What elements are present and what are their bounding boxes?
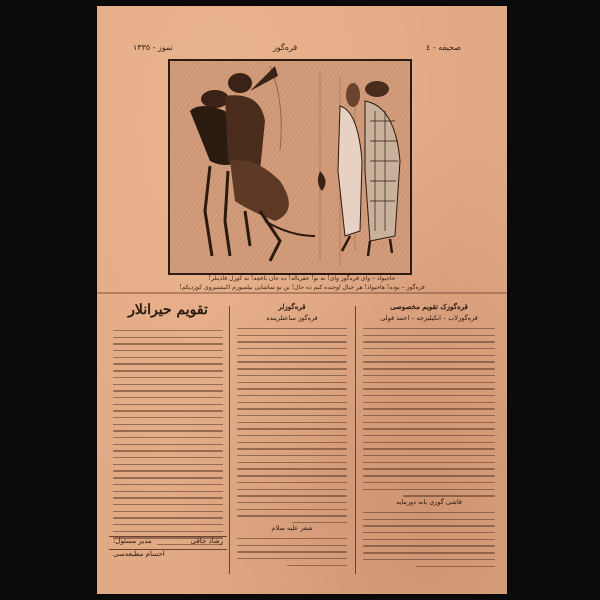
column-divider (355, 306, 356, 574)
editor-label: مدیر مسئول: (113, 537, 152, 545)
middle-column-subheading: شعر علیه سلام (271, 524, 313, 532)
page-number: صحيفه - ٤ (426, 43, 461, 52)
press-name: احسام مطبعه‌سی (113, 550, 165, 558)
editor-name: رشاد جاقی (190, 537, 223, 545)
right-column-subheading: قاشی گوزی بابه دورمایه (396, 498, 462, 506)
right-column (359, 302, 499, 577)
right-column-title: قره‌گوزک تقویم مخصوصی (390, 302, 468, 311)
right-column-subtitle: قره‌گوزلاب – انکیلیزجه – احمد قولی (380, 314, 478, 322)
fold-line (97, 292, 507, 294)
middle-column (233, 302, 351, 577)
middle-column-subtitle: قره‌گوز ساعتلرینده (266, 314, 318, 322)
newspaper-page (97, 6, 507, 594)
cartoon-caption-line-2: قره‌گوز – بوده! هاجیواد! هر خیال اوجنده کیم ده حال! بن بو تماشایی بیلمیورم اکیشتیروی کوزدیکم! (179, 284, 425, 291)
imprint-block (109, 536, 227, 562)
cartoon-caption-line-1: حاجیواد – وای قره‌گوز وای! نه بو! عقرباله! ده جان باغچه! نه کوزل قادینلر! (208, 275, 396, 282)
issue-date: تموز - ١٣٣٥ (133, 43, 173, 52)
cartoon-drawing (170, 61, 410, 273)
column-divider (229, 306, 230, 574)
middle-column-title: قره‌گوزلر (278, 302, 306, 311)
page-header (133, 43, 461, 55)
left-column-masthead: تقویم حیرانلار (128, 302, 208, 318)
cartoon-illustration (168, 59, 412, 275)
newspaper-title: قره‌گوز (273, 43, 298, 52)
